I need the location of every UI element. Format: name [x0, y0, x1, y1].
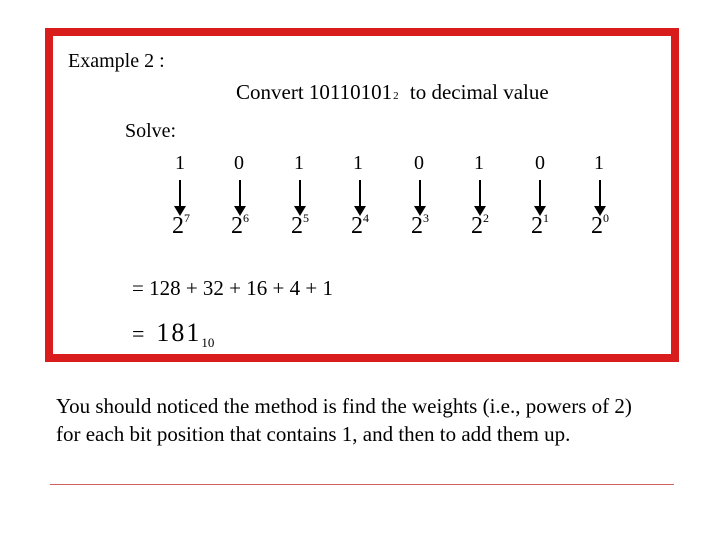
- power-6: $2^6$: [231, 211, 249, 239]
- down-arrow-icon: [419, 180, 421, 208]
- bit-1: 0: [535, 152, 545, 174]
- power-4: $2^4$: [351, 211, 369, 239]
- power-1: $2^1$: [531, 211, 549, 239]
- power-2: $2^2$: [471, 211, 489, 239]
- bit-4: 1: [353, 152, 363, 174]
- down-arrow-icon: [299, 180, 301, 208]
- explanation-note: You should noticed the method is find the weights (i.e., powers of 2) for each bit position that contains 1, and then to add them up.: [56, 394, 632, 446]
- content-frame: [45, 28, 679, 362]
- problem-text: Convert 10110101: [236, 80, 393, 104]
- bit-2: 1: [474, 152, 484, 174]
- down-arrow-icon: [239, 180, 241, 208]
- problem-base: 2: [393, 90, 399, 102]
- down-arrow-icon: [359, 180, 361, 208]
- power-5: $2^5$: [291, 211, 309, 239]
- bit-5: 1: [294, 152, 304, 174]
- problem-statement: [236, 80, 549, 105]
- bottom-divider: [50, 484, 674, 485]
- down-arrow-icon: [539, 180, 541, 208]
- bit-6: 0: [234, 152, 244, 174]
- bit-7: 1: [175, 152, 185, 174]
- bit-0: 1: [594, 152, 604, 174]
- sum-line: = 128 + 32 + 16 + 4 + 1: [132, 276, 333, 300]
- down-arrow-icon: [179, 180, 181, 208]
- down-arrow-icon: [599, 180, 601, 208]
- solve-label: Solve:: [125, 120, 177, 142]
- result-value: 181: [156, 318, 202, 347]
- power-7: $2^7$: [172, 211, 190, 239]
- bit-3: 0: [414, 152, 424, 174]
- result-base: 10: [201, 335, 215, 350]
- result-line: [132, 318, 214, 351]
- result-equals: =: [132, 321, 145, 346]
- power-0: $2^0$: [591, 211, 609, 239]
- example-label: Example 2 :: [68, 50, 165, 72]
- power-3: $2^3$: [411, 211, 429, 239]
- problem-suffix: to decimal value: [409, 80, 549, 104]
- down-arrow-icon: [479, 180, 481, 208]
